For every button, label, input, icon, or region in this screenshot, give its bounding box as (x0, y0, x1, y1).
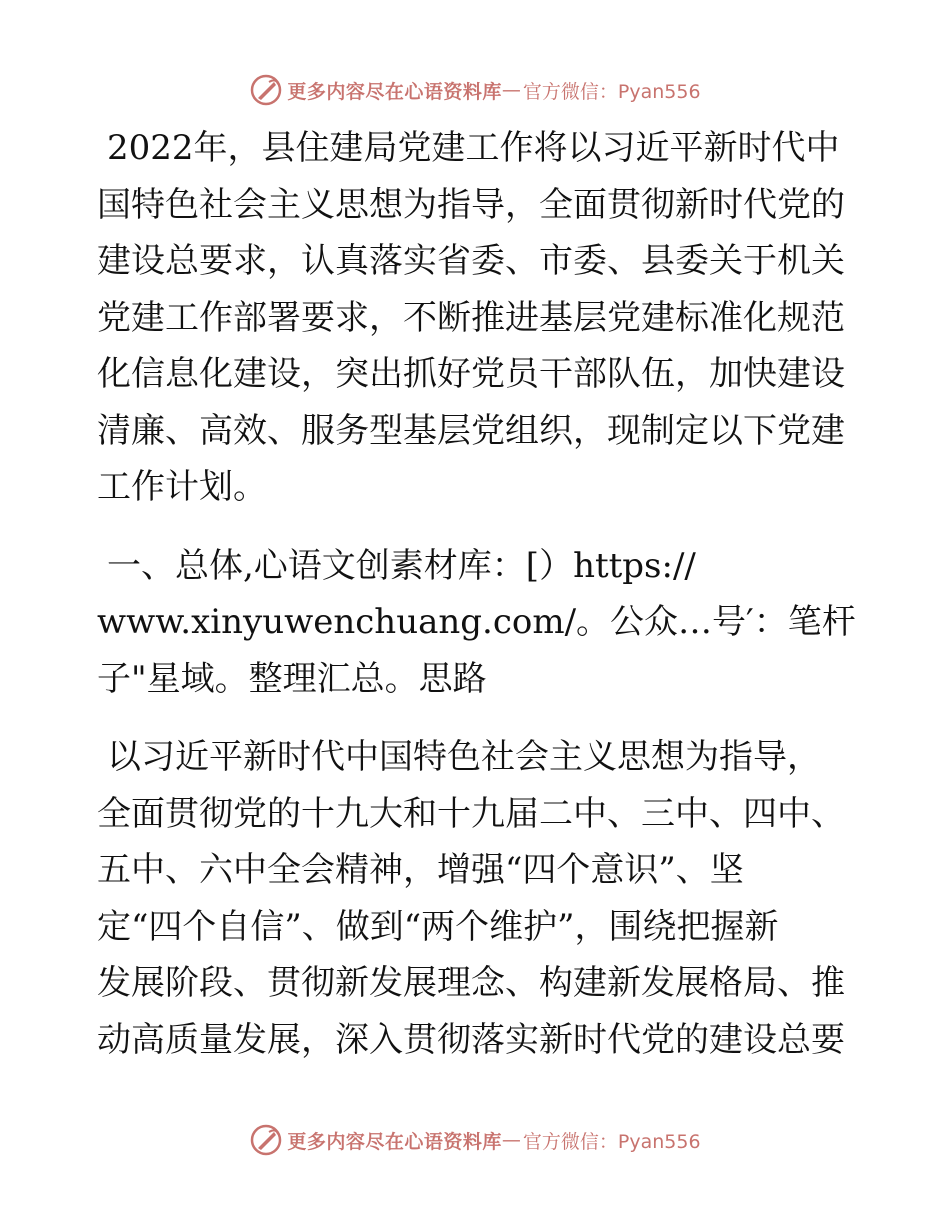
text-line: 全面贯彻党的十九大和十九届二中、三中、四中、 (97, 793, 845, 834)
paragraph-intro (97, 120, 857, 516)
text-line: 党建工作部署要求，不断推进基层党建标准化规范 (97, 297, 845, 338)
text-line: 国特色社会主义思想为指导，全面贯彻新时代党的 (97, 184, 845, 225)
text-line: 2022年，县住建局党建工作将以习近平新时代中 (107, 128, 840, 168)
quill-logo-icon (249, 1123, 283, 1157)
text-line: www.xinyuwenchuang.com/。公众…号′：笔杆 (97, 602, 856, 642)
watermark-separator: — (501, 79, 521, 101)
text-line: 建设总要求，认真落实省委、市委、县委关于机关 (97, 241, 845, 281)
text-line: 工作计划。 (97, 467, 267, 507)
text-line: 子"星域。整理汇总。思路 (97, 658, 487, 699)
text-line: 发展阶段、贯彻新发展理念、构建新发展格局、推 (97, 963, 845, 1003)
watermark-contact: 官方微信：Pyan556 (522, 1130, 701, 1153)
text-line: 以习近平新时代中国特色社会主义思想为指导， (107, 737, 821, 777)
paragraph-guiding-thought (97, 729, 857, 1068)
watermark-contact: 官方微信：Pyan556 (522, 80, 701, 103)
text-line: 清廉、高效、服务型基层党组织，现制定以下党建 (97, 410, 845, 451)
watermark-banner-bottom (0, 1120, 950, 1160)
text-line: 化信息化建设，突出抓好党员干部队伍，加快建设 (97, 354, 845, 394)
text-line: 五中、六中全会精神，增强“四个意识”、坚 (97, 850, 744, 890)
watermark-separator: — (501, 1129, 521, 1151)
text-line: 定“四个自信”、做到“两个维护”，围绕把握新 (97, 906, 779, 947)
text-line: 动高质量发展，深入贯彻落实新时代党的建设总要 (97, 1019, 845, 1060)
document-body (97, 120, 857, 1068)
watermark-text: 更多内容尽在心语资料库 (287, 1130, 502, 1153)
watermark-banner-top (0, 70, 950, 110)
text-line: 一、总体,心语文创素材库：[）https:// (107, 545, 696, 586)
paragraph-section-heading (97, 538, 857, 708)
watermark-text: 更多内容尽在心语资料库 (287, 80, 502, 103)
quill-logo-icon (249, 73, 283, 107)
